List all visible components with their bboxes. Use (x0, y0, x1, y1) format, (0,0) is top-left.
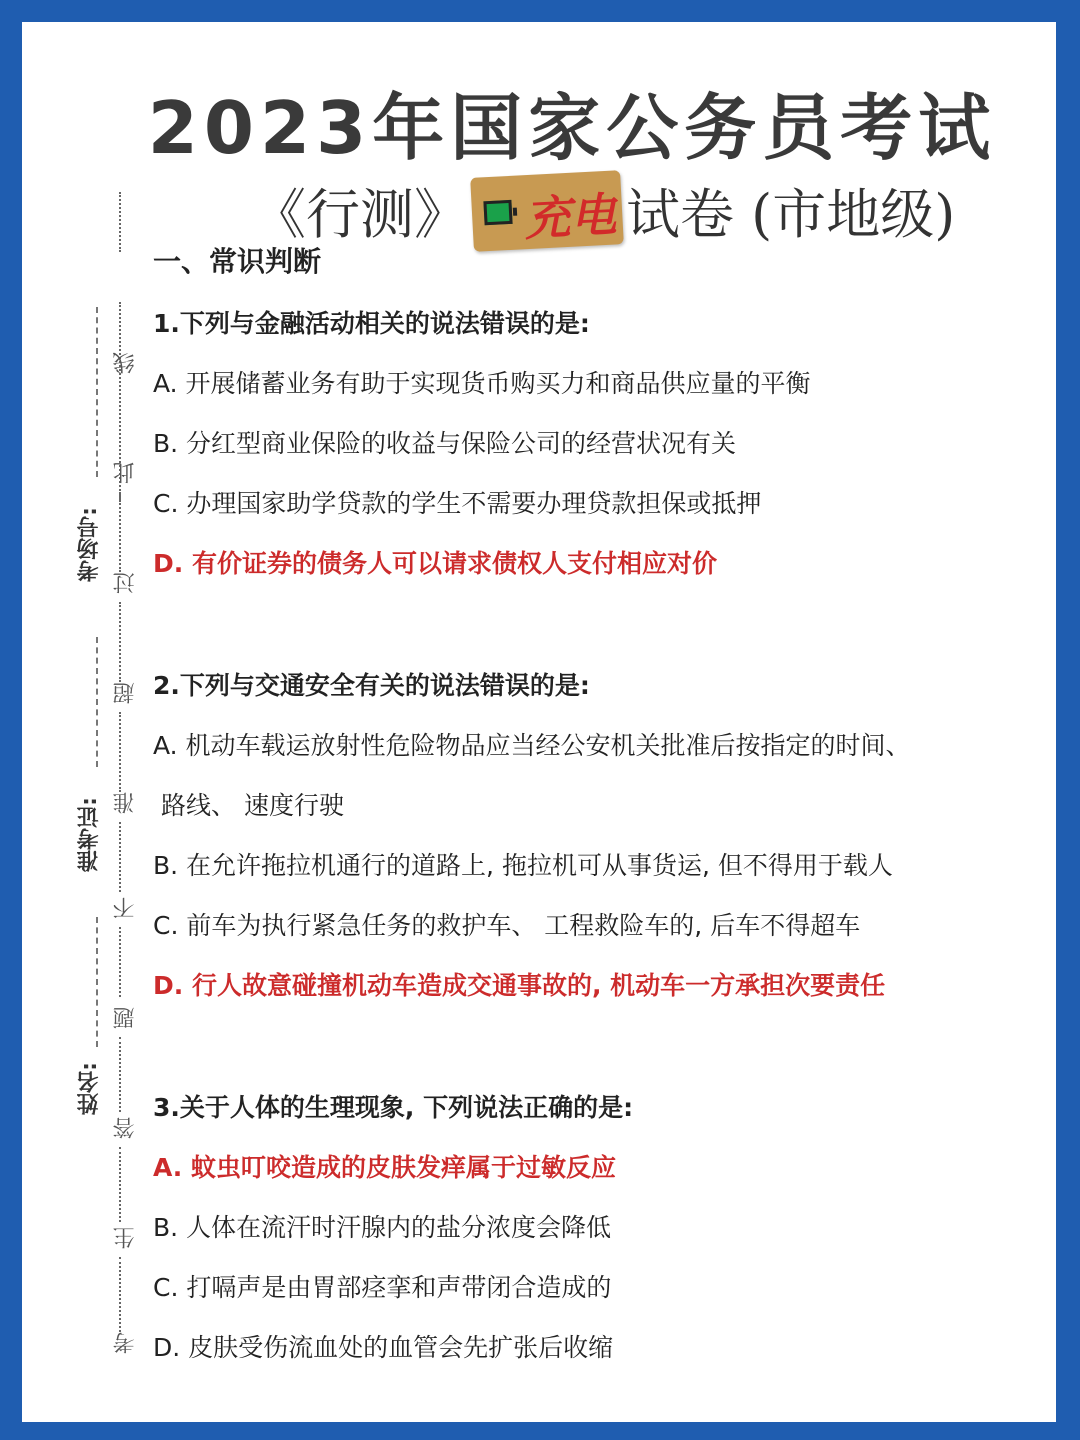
dotted-line (119, 602, 121, 682)
option: C. 打嗝声是由胃部痉挛和声带闭合造成的 (153, 1273, 612, 1302)
option: C. 前车为执行紧急任务的救护车、 工程救险车的, 后车不得超车 (153, 911, 861, 940)
dotted-line (119, 492, 121, 572)
exam-room-label: 考场号: (77, 507, 102, 582)
cut-char: 线 (113, 352, 138, 374)
page-title: 2023年国家公务员考试 (147, 86, 997, 170)
dotted-line (119, 1147, 121, 1222)
cut-line (110, 192, 138, 1372)
cut-char: 生 (113, 1227, 138, 1249)
subtitle-left: 《行测》 (252, 183, 468, 246)
dotted-line (119, 192, 121, 252)
name-label: 姓名: (77, 1062, 102, 1115)
sticker-text: 充电 (522, 186, 618, 246)
dotted-line (119, 1037, 121, 1112)
exam-paper (22, 22, 1056, 1422)
option-continuation: 路线、 速度行驶 (161, 791, 344, 820)
option: D. 皮肤受伤流血处的血管会先扩张后收缩 (153, 1333, 614, 1362)
subtitle-right: 试卷 (市地级) (626, 183, 956, 246)
section-title: 一、常识判断 (153, 245, 322, 278)
charging-sticker (470, 170, 624, 252)
answer-option: D. 有价证券的债务人可以请求债权人支付相应对价 (153, 549, 717, 578)
answer-option: A. 蚊虫叮咬造成的皮肤发痒属于过敏反应 (153, 1153, 617, 1182)
divider (96, 307, 98, 477)
question-list (153, 242, 1033, 1388)
cut-char: 此 (113, 462, 138, 484)
divider (96, 637, 98, 767)
option: A. 机动车载运放射性危险物品应当经公安机关批准后按指定的时间、 (153, 731, 911, 760)
question-stem: 1.下列与金融活动相关的说法错误的是: (153, 309, 590, 338)
cut-char: 答 (113, 1117, 138, 1139)
divider (96, 917, 98, 1047)
option: C. 办理国家助学贷款的学生不需要办理贷款担保或抵押 (153, 489, 762, 518)
cut-char: 过 (113, 572, 138, 594)
cut-char: 题 (113, 1007, 138, 1029)
option: B. 分红型商业保险的收益与保险公司的经营状况有关 (153, 429, 737, 458)
page-subtitle (252, 172, 955, 249)
cut-char: 准 (113, 792, 138, 814)
question-stem: 2.下列与交通安全有关的说法错误的是: (153, 671, 590, 700)
admission-label: 准考证: (77, 797, 102, 872)
binding-margin (52, 307, 102, 1137)
dotted-line (119, 927, 121, 997)
answer-option: D. 行人故意碰撞机动车造成交通事故的, 机动车一方承担次要责任 (153, 971, 886, 1000)
cut-char: 超 (113, 682, 138, 704)
battery-icon (483, 199, 512, 224)
option: A. 开展储蓄业务有助于实现货币购买力和商品供应量的平衡 (153, 369, 811, 398)
option: B. 在允许拖拉机通行的道路上, 拖拉机可从事货运, 但不得用于载人 (153, 851, 893, 880)
dotted-line (119, 822, 121, 892)
option: B. 人体在流汗时汗腺内的盐分浓度会降低 (153, 1213, 612, 1242)
cut-char: 考 (113, 1332, 138, 1354)
cut-char: 不 (113, 897, 138, 919)
dotted-line (119, 712, 121, 792)
question-stem: 3.关于人体的生理现象, 下列说法正确的是: (153, 1093, 634, 1122)
dotted-line (119, 1257, 121, 1332)
